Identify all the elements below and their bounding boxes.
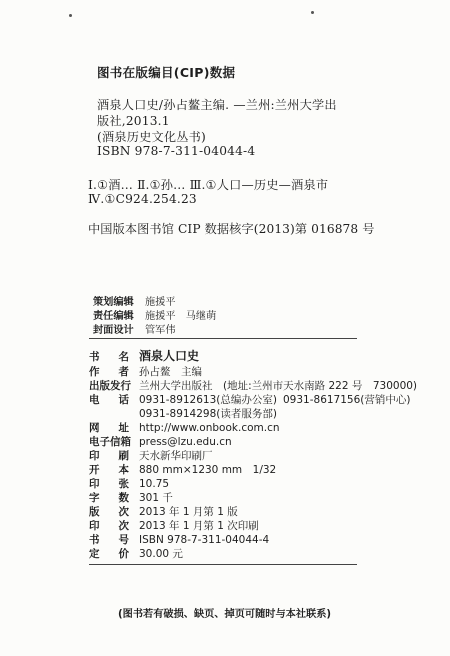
info-row-phone-2 — [139, 406, 277, 421]
info-label: 印刷 — [89, 450, 129, 462]
info-value: 兰州大学出版社 (地址:兰州市天水南路 222 号 730000) — [139, 380, 418, 392]
info-value: 天水新华印刷厂 — [139, 450, 213, 462]
divider-bottom — [89, 564, 357, 565]
info-value: 0931-8912613(总编办公室) — [139, 394, 277, 406]
info-row-website — [89, 420, 280, 435]
info-label: 书号 — [89, 534, 129, 546]
cip-verification-number: 中国版本图书馆 CIP 数据核字(2013)第 016878 号 — [88, 222, 375, 236]
info-label: 书名 — [89, 351, 129, 363]
info-row-publisher — [89, 378, 417, 393]
info-row-printing — [89, 518, 259, 533]
staff-row — [93, 293, 176, 308]
staff-label: 责任编辑 — [93, 311, 134, 322]
info-value: 0931-8617156(营销中心) — [283, 394, 411, 406]
info-row-phone — [89, 392, 410, 407]
staff-row — [93, 307, 216, 322]
info-label: 印次 — [89, 520, 129, 532]
info-row-printer — [89, 448, 213, 463]
info-value: 301 千 — [139, 492, 173, 504]
cip-bibliographic-line: 酒泉人口史/孙占鳌主编. —兰州:兰州大学出 — [97, 98, 337, 112]
damage-notice: (图书若有破损、缺页、掉页可随时与本社联系) — [118, 609, 332, 620]
email-link[interactable]: press@lzu.edu.cn — [139, 436, 232, 448]
scan-speck — [311, 11, 314, 14]
info-value: 30.00 元 — [139, 548, 183, 560]
info-row-edition — [89, 504, 238, 519]
classification-line-2: Ⅳ.①C924.254.23 — [88, 192, 197, 206]
staff-label: 策划编辑 — [93, 297, 134, 308]
cip-publisher-line: 版社,2013.1 — [97, 114, 170, 128]
info-value: 2013 年 1 月第 1 版 — [139, 506, 238, 518]
info-label: 定价 — [89, 548, 129, 560]
info-value: 孙占鳌 主编 — [139, 366, 202, 378]
info-row-author — [89, 364, 202, 379]
info-label: 开本 — [89, 464, 129, 476]
classification-line-1: Ⅰ.①酒… Ⅱ.①孙… Ⅲ.①人口—历史—酒泉市 — [88, 178, 329, 192]
info-value: 2013 年 1 月第 1 次印刷 — [139, 520, 259, 532]
scan-speck — [69, 14, 72, 17]
cip-heading: 图书在版编目(CIP)数据 — [97, 65, 236, 80]
book-title-value: 酒泉人口史 — [139, 349, 200, 363]
staff-value: 管军伟 — [145, 325, 176, 336]
info-label: 版次 — [89, 506, 129, 518]
info-row-isbn — [89, 532, 269, 547]
info-label: 电话 — [89, 394, 129, 406]
info-value: ISBN 978-7-311-04044-4 — [139, 534, 270, 546]
info-row-email — [89, 434, 232, 449]
info-row-title — [89, 347, 199, 364]
info-label: 印张 — [89, 478, 129, 490]
divider-top — [89, 338, 357, 339]
info-label: 字数 — [89, 492, 129, 504]
cip-series-line: (酒泉历史文化丛书) — [97, 130, 207, 144]
info-label: 电子信箱 — [89, 436, 131, 448]
info-row-price — [89, 546, 183, 561]
website-link[interactable]: http://www.onbook.com.cn — [139, 422, 280, 434]
staff-row — [93, 321, 176, 336]
info-label: 网址 — [89, 422, 129, 434]
info-value: 880 mm×1230 mm 1/32 — [139, 464, 277, 476]
staff-value: 施援平 马继萌 — [145, 311, 217, 322]
info-row-words — [89, 490, 173, 505]
info-row-sheets — [89, 476, 169, 491]
info-value: 10.75 — [139, 478, 170, 490]
staff-value: 施援平 — [145, 297, 176, 308]
info-label: 作者 — [89, 366, 129, 378]
info-label: 出版发行 — [89, 380, 131, 392]
staff-label: 封面设计 — [93, 325, 134, 336]
info-row-format — [89, 462, 276, 477]
info-value: 0931-8914298(读者服务部) — [139, 408, 277, 420]
cip-isbn-line: ISBN 978-7-311-04044-4 — [97, 144, 256, 158]
